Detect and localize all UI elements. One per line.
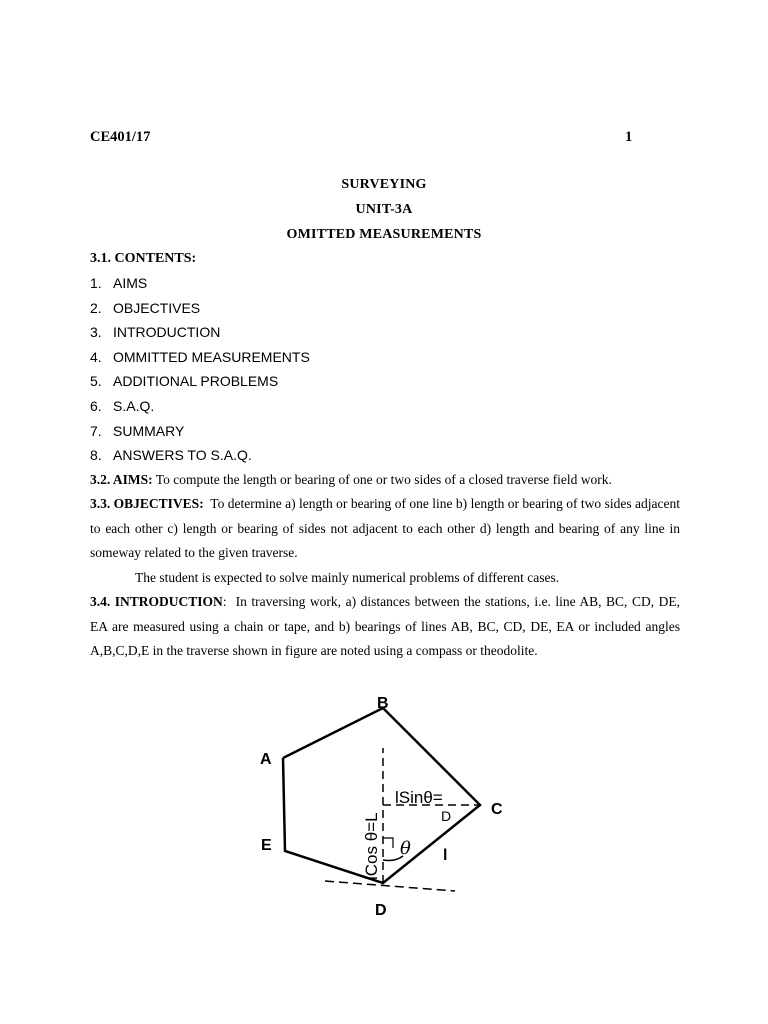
vertex-label-c: C: [491, 801, 503, 818]
cos-label: lCos θ=L: [362, 812, 381, 880]
objectives-paragraph: [90, 492, 680, 566]
aims-text: To compute the length or bearing of one or two sides of a closed traverse field work.: [155, 472, 612, 487]
contents-item-number: 3.: [90, 324, 102, 341]
contents-item-label: S.A.Q.: [113, 397, 155, 414]
contents-item: [90, 423, 310, 448]
sin-label-d: D: [441, 808, 452, 824]
contents-item: [90, 300, 310, 325]
contents-item-label: AIMS: [113, 275, 148, 291]
contents-item-number: 8.: [90, 447, 102, 464]
contents-item-number: 1.: [90, 275, 102, 291]
contents-item-number: 4.: [90, 348, 102, 365]
contents-item-label: ADDITIONAL PROBLEMS: [113, 373, 279, 390]
aims-heading: 3.2. AIMS:: [90, 472, 153, 487]
introduction-text: In traversing work, a) distances between the stations, i.e. line AB, BC, CD, DE, EA are measured using a chain or tape, and b) bearings of lines AB, BC, CD, DE, EA or included angles A,B,C,D,E in the traverse shown in figure are noted using a compass or theodolite.: [90, 594, 681, 659]
title-topic: OMITTED MEASUREMENTS: [286, 227, 482, 242]
contents-item-label: ANSWERS TO S.A.Q.: [113, 447, 252, 464]
contents-item-number: 7.: [90, 422, 102, 439]
contents-item-number: 5.: [90, 373, 102, 390]
title-subject: SURVEYING: [341, 177, 427, 192]
vertex-label-d: D: [375, 902, 387, 919]
objectives-heading: 3.3. OBJECTIVES:: [90, 496, 204, 511]
baseline-line: [325, 881, 455, 891]
traverse-diagram: [255, 688, 525, 923]
contents-item: [90, 324, 310, 349]
length-label: l: [443, 847, 448, 864]
contents-item-number: 2.: [90, 299, 102, 316]
vertex-label-e: E: [261, 837, 272, 854]
course-code: CE401/17: [90, 129, 151, 145]
vertex-label-a: A: [260, 751, 272, 768]
contents-item-label: INTRODUCTION: [113, 324, 221, 341]
introduction-paragraph: 3.4. INTRODUCTION: In traversing work, a) distances between the stations, i.e. line AB, BC, CD, DE, EA are measured using a chain or tape, and b) bearings of lines AB, BC, CD, DE, EA or included angles A,B,C,D,E in the traverse shown in figure are noted using a compass or theodolite.: [90, 594, 681, 659]
contents-item-label: OBJECTIVES: [113, 299, 201, 316]
contents-list: [90, 275, 310, 472]
page-number: 1: [625, 129, 633, 145]
student-paragraph: The student is expected to solve mainly numerical problems of different cases.: [135, 570, 560, 585]
theta-label: θ: [400, 838, 411, 859]
contents-item-label: OMMITTED MEASUREMENTS: [113, 348, 310, 365]
contents-item-label: SUMMARY: [113, 422, 185, 439]
contents-item: [90, 349, 310, 374]
contents-item: [90, 398, 310, 423]
vertex-label-b: B: [377, 695, 389, 712]
introduction-heading: 3.4. INTRODUCTION: [90, 594, 223, 609]
contents-item-number: 6.: [90, 397, 102, 414]
traverse-outline: [283, 708, 480, 883]
traverse-figure: [255, 688, 525, 923]
right-angle-marker: [383, 838, 393, 848]
objectives-text: To determine a) length or bearing of one line b) length or bearing of two sides adjacent to each other c) length or bearing of sides not adjacent to each other d) length and bearing of any line in someway related to the given traverse.: [90, 496, 680, 561]
contents-item: [90, 373, 310, 398]
aims-paragraph: [90, 468, 680, 493]
title-unit: UNIT-3A: [355, 202, 413, 217]
contents-heading: 3.1. CONTENTS:: [90, 251, 197, 266]
sin-label: lSinθ=: [395, 788, 443, 807]
contents-item: [90, 275, 310, 300]
